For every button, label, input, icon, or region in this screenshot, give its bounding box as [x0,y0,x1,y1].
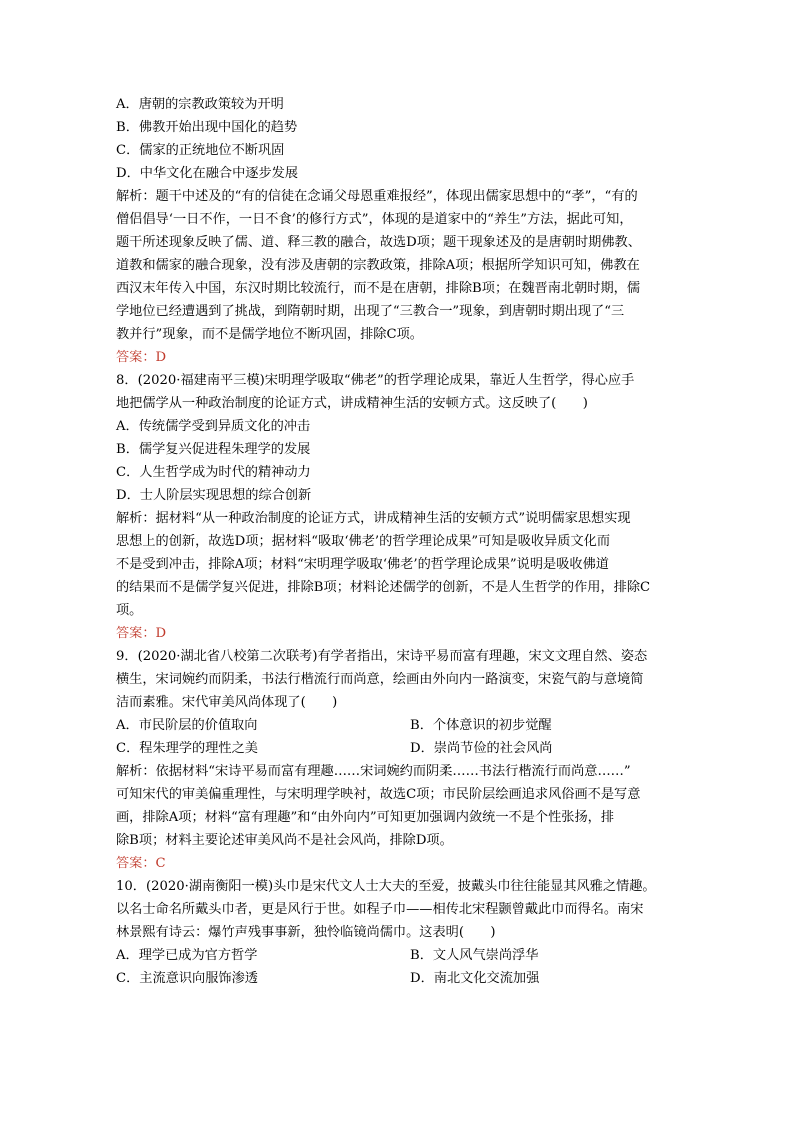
q8-analysis-line: 项。 [116,603,143,618]
q7-analysis-line: 题干所述现象反映了儒、道、释三教的融合，故选D项；题干现象述及的是唐朝时期佛教、 [116,235,641,250]
q8-analysis-line: 思想上的创新，故选D项；据材料“吸取‘佛老’的哲学理论成果”可知是吸收异质文化而 [116,534,611,549]
q9-analysis-line: 可知宋代的审美偏重理性，与宋明理学映衬，故选C项；市民阶层绘画追求风俗画不是写意 [116,787,641,802]
q9-analysis-line: 除B项；材料主要论述审美风尚不是社会风尚，排除D项。 [116,833,453,848]
q7-answer: 答案：D [116,350,167,365]
q8-stem-line: 地把儒学从一种政治制度的论证方式，讲成精神生活的安顿方式。这反映了( ) [116,396,588,411]
q8-stem-line: 8．(2020·福建南平三模)宋明理学吸取“佛老”的哲学理论成果，靠近人生哲学，得心应手 [116,373,635,388]
q7-analysis-line: 学地位已经遭遇到了挑战，到隋朝时期，出现了“三教合一”现象，到唐朝时期出现了“三 [116,304,625,319]
q8-answer: 答案：D [116,626,167,641]
q9-stem-line: 洁而素雅。宋代审美风尚体现了( ) [116,695,338,710]
q9-analysis-line: 画，排除A项；材料“富有理趣”和“由外向内”可知更加强调内敛统一不是个性张扬，排 [116,810,615,825]
q9-option-c: C．程朱理学的理性之美 [116,741,258,756]
q9-option-b: B．个体意识的初步觉醒 [410,718,552,733]
q10-option-a: A．理学已成为官方哲学 [116,948,258,963]
q10-option-c: C．主流意识向服饰渗透 [116,971,258,986]
q8-option-c: C．人生哲学成为时代的精神动力 [116,465,311,480]
q8-option-b: B．儒学复兴促进程朱理学的发展 [116,442,311,457]
q7-analysis-line: 解析：题干中述及的“有的信徒在念诵父母恩重难报经”，体现出儒家思想中的“孝”，“有的 [116,189,638,204]
q7-option-a: A．唐朝的宗教政策较为开明 [116,97,284,112]
q9-stem-line: 9．(2020·湖北省八校第二次联考)有学者指出，宋诗平易而富有理趣，宋文文理自然、姿态 [116,649,648,664]
q10-stem-line: 10．(2020·湖南衡阳一模)头巾是宋代文人士大夫的至爱，披戴头巾往往能显其风雅之情趣。 [116,879,656,894]
q9-stem-line: 横生，宋词婉约而阴柔，书法行楷流行而尚意，绘画由外向内一路演变，宋瓷气韵与意境简 [116,672,644,687]
q7-analysis-line: 僧侣倡导‘一日不作，一日不食’的修行方式”，体现的是道家中的“养生”方法，据此可知， [116,212,633,227]
q10-option-d: D．南北文化交流加强 [410,971,540,986]
q10-stem-line: 林景熙有诗云：爆竹声残事事新，独怜临镜尚儒巾。这表明( ) [116,925,496,940]
q8-analysis-line: 解析：据材料“从一种政治制度的论证方式，讲成精神生活的安顿方式”说明儒家思想实现 [116,511,631,526]
q9-analysis-line: 解析：依据材料“宋诗平易而富有理趣……宋词婉约而阴柔……书法行楷流行而尚意……” [116,764,631,779]
q7-option-b: B．佛教开始出现中国化的趋势 [116,120,298,135]
q7-option-d: D．中华文化在融合中逐步发展 [116,166,299,181]
q7-option-c: C．儒家的正统地位不断巩固 [116,143,285,158]
q9-option-a: A．市民阶层的价值取向 [116,718,258,733]
q8-analysis-line: 不是受到冲击，排除A项；材料“宋明理学吸取‘佛老’的哲学理论成果”说明是吸收佛道 [116,557,609,572]
q10-option-b: B．文人风气崇尚浮华 [410,948,539,963]
q8-analysis-line: 的结果而不是儒学复兴促进，排除B项；材料论述儒学的创新，不是人生哲学的作用，排除C [116,580,651,595]
q7-analysis-line: 西汉末年传入中国，东汉时期比较流行，而不是在唐朝，排除B项；在魏晋南北朝时期，儒 [116,281,640,296]
q9-option-d: D．崇尚节俭的社会风尚 [410,741,553,756]
q7-analysis-line: 教并行”现象，而不是儒学地位不断巩固，排除C项。 [116,327,423,342]
q9-answer: 答案：C [116,856,166,871]
q8-option-d: D．士人阶层实现思想的综合创新 [116,488,312,503]
q7-analysis-line: 道教和儒家的融合现象，没有涉及唐朝的宗教政策，排除A项；根据所学知识可知，佛教在 [116,258,640,273]
q10-stem-line: 以名士命名所戴头巾者，更是风行于世。如程子巾——相传北宋程颢曾戴此巾而得名。南宋 [116,902,644,917]
q8-option-a: A．传统儒学受到异质文化的冲击 [116,419,311,434]
